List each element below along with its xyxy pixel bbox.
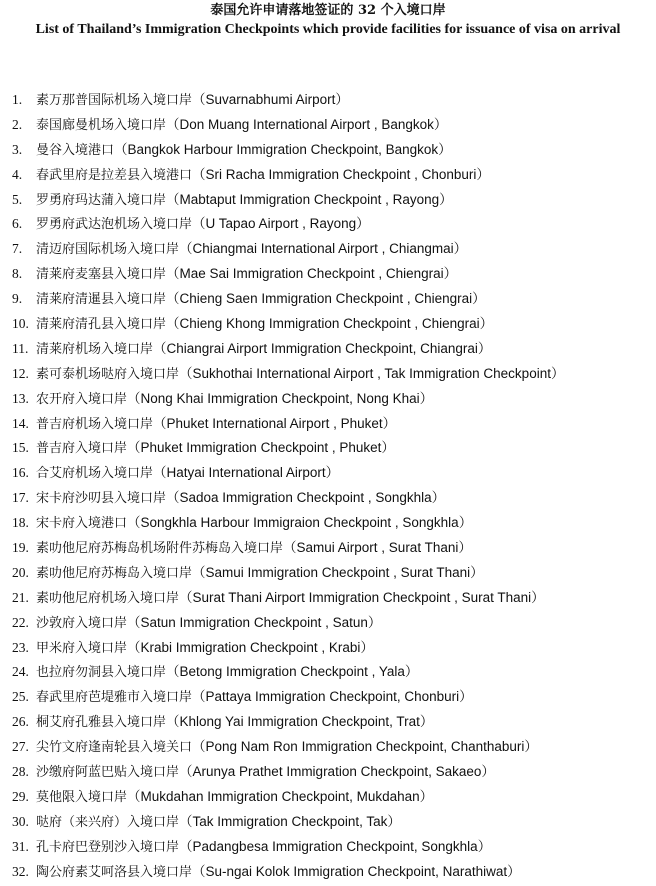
checkpoint-name-english: （Betong Immigration Checkpoint , Yala） [166,664,419,680]
checkpoint-name-chinese: 罗勇府玛达蒲入境口岸 [36,192,167,208]
checkpoint-list-item [0,412,656,437]
checkpoint-list-item [0,835,656,860]
checkpoint-name-english: （Chiangmai International Airport , Chiangmai） [179,241,468,257]
checkpoint-name-chinese: 清莱府麦塞县入境口岸 [36,267,167,283]
checkpoint-name-english: （Pattaya Immigration Checkpoint, Chonburi） [192,689,473,705]
checkpoint-number: 19. [12,540,29,556]
checkpoint-text [36,337,491,363]
checkpoint-list-item [0,660,656,685]
checkpoint-name-english: （Arunya Prathet Immigration Checkpoint, Sakaeo） [179,764,495,780]
checkpoint-text [36,387,433,413]
checkpoint-text [36,511,472,537]
checkpoint-name-chinese: 桐艾府孔雅县入境口岸 [36,715,167,731]
checkpoint-number: 7. [12,241,23,257]
checkpoint-number: 4. [12,166,23,182]
checkpoint-text [36,785,433,811]
checkpoint-name-english: （Phuket International Airport , Phuket） [153,415,397,431]
checkpoint-name-chinese: 素叻他尼府机场入境口岸 [36,590,180,606]
checkpoint-list-item [0,810,656,835]
checkpoint-text [36,486,445,512]
checkpoint-text [36,113,447,139]
checkpoint-number: 15. [12,440,29,456]
checkpoint-text [36,461,339,487]
checkpoint-list-item [0,561,656,586]
checkpoint-list-item [0,387,656,412]
checkpoint-text [36,412,396,438]
checkpoint-name-chinese: 清莱府机场入境口岸 [36,341,154,357]
checkpoint-name-english: （Samui Immigration Checkpoint , Surat Thani） [192,564,484,580]
checkpoint-name-english: （Mae Sai Immigration Checkpoint , Chiengrai） [166,266,458,282]
checkpoint-text [36,536,472,562]
checkpoint-number: 30. [12,813,29,829]
checkpoint-list-item [0,586,656,611]
checkpoint-list [0,88,656,885]
checkpoint-name-english: （Tak Immigration Checkpoint, Tak） [179,813,401,829]
checkpoint-list-item [0,511,656,536]
checkpoint-name-chinese: 春武里府芭堤雅市入境口岸 [36,690,193,706]
checkpoint-name-english: （Nong Khai Immigration Checkpoint, Nong Khai） [127,390,434,406]
checkpoint-name-english: （Sri Racha Immigration Checkpoint , Chonburi） [192,166,490,182]
checkpoint-text [36,835,491,861]
checkpoint-name-chinese: 农开府入境口岸 [36,391,128,407]
checkpoint-number: 23. [12,639,29,655]
checkpoint-name-chinese: 也拉府勿洞县入境口岸 [36,665,167,681]
checkpoint-number: 17. [12,490,29,506]
checkpoint-list-item [0,735,656,760]
checkpoint-number: 6. [12,216,23,232]
checkpoint-name-english: （Suvarnabhumi Airport） [192,92,349,107]
checkpoint-name-english: （Chiangrai Airport Immigration Checkpoint, Chiangrai） [153,340,492,356]
document-title-chinese: 泰国允许申请落地签证的 32 个入境口岸 [210,3,446,18]
checkpoint-number: 29. [12,788,29,804]
checkpoint-name-chinese: 罗勇府武达泡机场入境口岸 [36,217,193,233]
checkpoint-number: 13. [12,390,29,406]
checkpoint-name-english: （Songkhla Harbour Immigraion Checkpoint , Songkhla） [127,515,473,531]
checkpoint-list-item [0,212,656,237]
checkpoint-number: 12. [12,365,29,381]
checkpoint-name-chinese: 陶公府素艾呵洛县入境口岸 [36,864,193,880]
checkpoint-list-item [0,362,656,387]
checkpoint-text [36,237,467,263]
checkpoint-number: 2. [12,116,23,132]
checkpoint-number: 20. [12,564,29,580]
checkpoint-number: 5. [12,191,23,207]
checkpoint-list-item [0,138,656,163]
checkpoint-list-item [0,88,656,113]
checkpoint-text [36,312,493,338]
checkpoint-list-item [0,860,656,885]
checkpoint-name-english: （Su-ngai Kolok Immigration Checkpoint, Narathiwat） [192,863,521,879]
checkpoint-number: 16. [12,465,29,481]
checkpoint-name-english: （Bangkok Harbour Immigration Checkpoint, Bangkok） [114,141,452,157]
checkpoint-list-item [0,188,656,213]
checkpoint-name-english: （U Tapao Airport , Rayong） [192,216,370,232]
checkpoint-name-chinese: 清莱府清孔县入境口岸 [36,317,167,333]
checkpoint-name-chinese: 曼谷入境港口 [36,142,115,158]
checkpoint-list-item [0,636,656,661]
checkpoint-number: 21. [12,589,29,605]
checkpoint-name-english: （Hatyai International Airport） [153,465,340,481]
checkpoint-text [36,262,457,288]
checkpoint-name-english: （Phuket Immigration Checkpoint , Phuket） [127,440,395,456]
checkpoint-number: 18. [12,515,29,531]
checkpoint-number: 22. [12,614,29,630]
checkpoint-list-item [0,262,656,287]
checkpoint-name-chinese: 素叻他尼府苏梅岛机场附件苏梅岛入境口岸 [36,541,284,557]
checkpoint-list-item [0,760,656,785]
checkpoint-text [36,760,495,786]
checkpoint-text [36,362,564,388]
checkpoint-name-english: （Don Muang International Airport , Bangkok） [166,116,448,132]
checkpoint-name-english: （Khlong Yai Immigration Checkpoint, Trat） [166,714,434,730]
checkpoint-name-chinese: 沙缴府阿蓝巴贴入境口岸 [36,765,180,781]
checkpoint-name-chinese: 泰国廊曼机场入境口岸 [36,117,167,133]
checkpoint-number: 25. [12,689,29,705]
checkpoint-text [36,710,433,736]
checkpoint-name-english: （Pong Nam Ron Immigration Checkpoint, Chanthaburi） [192,739,538,755]
checkpoint-name-chinese: 甲米府入境口岸 [36,640,128,656]
checkpoint-list-item [0,237,656,262]
checkpoint-list-item [0,163,656,188]
checkpoint-text [36,611,381,637]
checkpoint-text [36,188,453,214]
checkpoint-text [36,138,452,164]
checkpoint-number: 1. [12,92,23,107]
checkpoint-name-chinese: 孔卡府巴登别沙入境口岸 [36,839,180,855]
checkpoint-text [36,810,401,836]
checkpoint-text [36,685,473,711]
checkpoint-text [36,735,538,761]
checkpoint-name-english: （Sukhothai International Airport , Tak Immigration Checkpoint） [179,365,565,381]
checkpoint-text [36,636,374,662]
checkpoint-name-english: （Surat Thani Airport Immigration Checkpoint , Surat Thani） [179,589,545,605]
checkpoint-name-chinese: 清莱府清暹县入境口岸 [36,292,167,308]
checkpoint-list-item [0,436,656,461]
checkpoint-name-english: （Satun Immigration Checkpoint , Satun） [127,614,382,630]
checkpoint-name-english: （Sadoa Immigration Checkpoint , Songkhla） [166,490,446,506]
checkpoint-list-item [0,461,656,486]
checkpoint-list-item [0,113,656,138]
checkpoint-text [36,586,545,612]
checkpoint-name-chinese: 莫他限入境口岸 [36,789,128,805]
checkpoint-name-chinese: 素可泰机场哒府入境口岸 [36,366,180,382]
checkpoint-text [36,212,370,238]
checkpoint-number: 10. [12,316,29,332]
checkpoint-list-item [0,685,656,710]
checkpoint-name-chinese: 宋卡府沙叨县入境口岸 [36,491,167,507]
checkpoint-name-english: （Samui Airport , Surat Thani） [283,540,472,556]
checkpoint-name-english: （Chieng Khong Immigration Checkpoint , Chiengrai） [166,316,494,332]
checkpoint-name-chinese: 春武里府是拉差县入境港口 [36,167,193,183]
checkpoint-name-chinese: 沙敦府入境口岸 [36,615,128,631]
checkpoint-name-english: （Padangbesa Immigration Checkpoint, Songkhla） [179,838,492,854]
checkpoint-number: 11. [12,340,29,356]
checkpoint-text [36,660,418,686]
checkpoint-name-english: （Mukdahan Immigration Checkpoint, Mukdahan） [127,788,434,804]
checkpoint-name-chinese: 素万那普国际机场入境口岸 [36,93,193,108]
checkpoint-number: 8. [12,266,23,282]
checkpoint-name-chinese: 清迈府国际机场入境口岸 [36,242,180,258]
checkpoint-number: 27. [12,739,29,755]
checkpoint-name-chinese: 尖竹文府逢南轮县入境关口 [36,740,193,756]
checkpoint-text [36,88,349,114]
checkpoint-name-chinese: 普吉府入境口岸 [36,441,128,457]
checkpoint-list-item [0,785,656,810]
checkpoint-name-english: （Mabtaput Immigration Checkpoint , Rayong） [166,191,453,207]
checkpoint-name-chinese: 合艾府机场入境口岸 [36,466,154,482]
checkpoint-text [36,163,490,189]
checkpoint-list-item [0,536,656,561]
checkpoint-number: 31. [12,838,29,854]
checkpoint-name-chinese: 哒府（来兴府）入境口岸 [36,814,180,830]
checkpoint-name-chinese: 宋卡府入境港口 [36,516,128,532]
checkpoint-name-english: （Krabi Immigration Checkpoint , Krabi） [127,639,374,655]
checkpoint-number: 3. [12,141,23,157]
checkpoint-text [36,561,484,587]
checkpoint-list-item [0,337,656,362]
checkpoint-number: 9. [12,291,23,307]
checkpoint-list-item [0,486,656,511]
checkpoint-number: 26. [12,714,29,730]
checkpoint-name-english: （Chieng Saen Immigration Checkpoint , Chiengrai） [166,291,486,307]
checkpoint-name-chinese: 素叻他尼府苏梅岛入境口岸 [36,565,193,581]
checkpoint-name-chinese: 普吉府机场入境口岸 [36,416,154,432]
checkpoint-list-item [0,710,656,735]
checkpoint-number: 28. [12,764,29,780]
checkpoint-text [36,436,395,462]
checkpoint-text [36,860,521,886]
checkpoint-number: 32. [12,863,29,879]
checkpoint-list-item [0,312,656,337]
document-title-english: List of Thailand’s Immigration Checkpoints which provide facilities for issuance of visa on arrival [35,22,621,37]
checkpoint-list-item [0,611,656,636]
checkpoint-number: 14. [12,415,29,431]
checkpoint-text [36,287,486,313]
checkpoint-list-item [0,287,656,312]
checkpoint-number: 24. [12,664,29,680]
